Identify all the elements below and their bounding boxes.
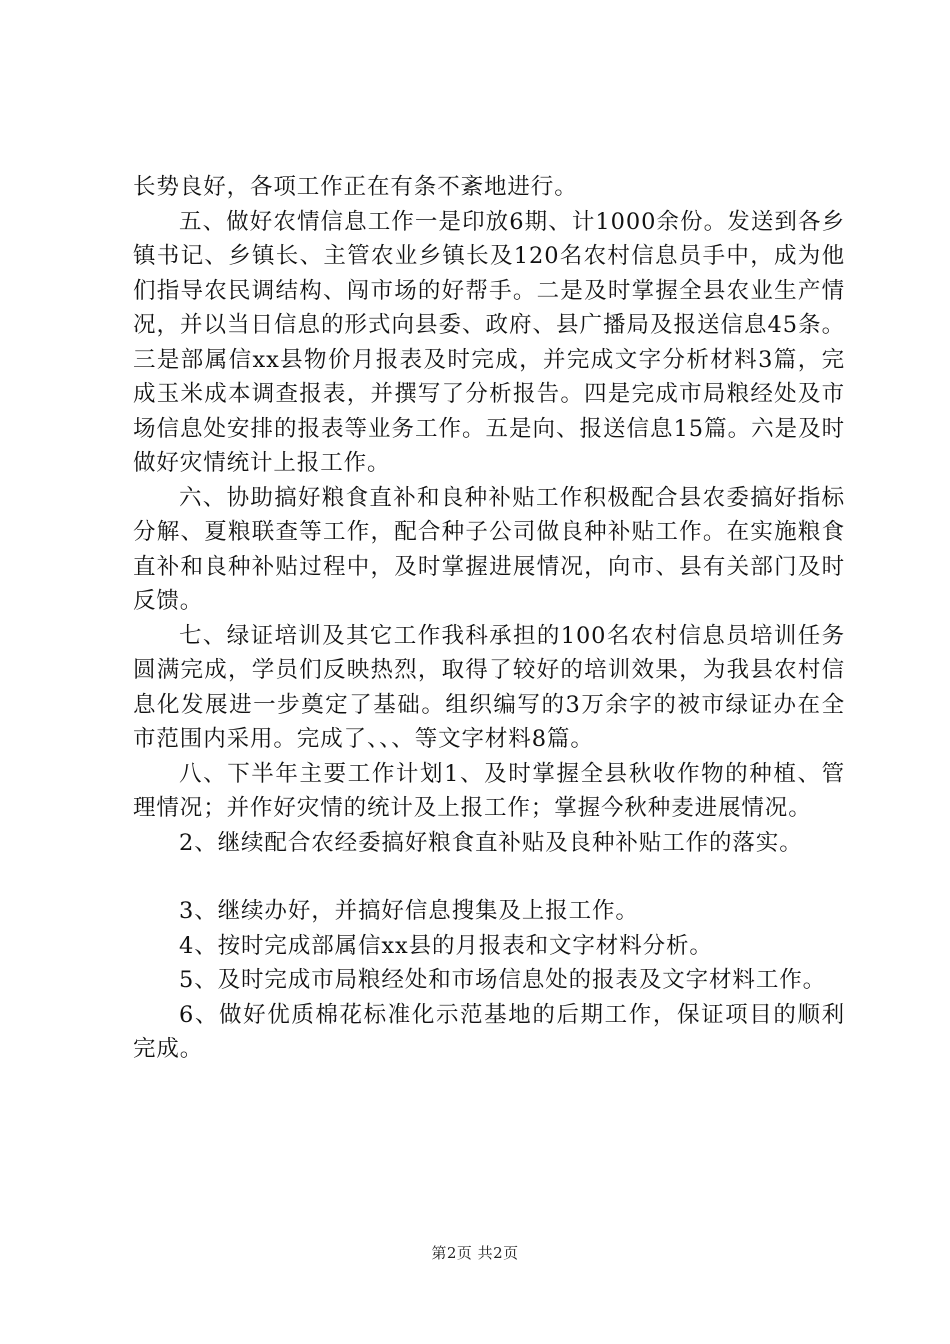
plan-item-6: 6、做好优质棉花标准化示范基地的后期工作，保证项目的顺利完成。 xyxy=(133,1001,845,1062)
paragraph-section-5: 五、做好农情信息工作一是印放6期、计1000余份。发送到各乡镇书记、乡镇长、主管农业乡镇长及120名农村信息员手中，成为他们指导农民调结构、闯市场的好帮手。二是及时掌握全县农业生产情况，并以当日信息的形式向县委、政府、县广播局及报送信息45条。三是部属信xx县物价月报表及时完成，并完成文字分析材料3篇，完成玉米成本调查报表，并撰写了分析报告。四是完成市局粮经处及市场信息处安排的报表等业务工作。五是向、报送信息15篇。六是及时做好灾情统计上报工作。 xyxy=(133,208,845,476)
paragraph-section-6: 六、协助搞好粮食直补和良种补贴工作积极配合县农委搞好指标分解、夏粮联查等工作，配合种子公司做良种补贴工作。在实施粮食直补和良种补贴过程中，及时掌握进展情况，向市、县有关部门及时反馈。 xyxy=(133,484,845,614)
plan-item-4: 4、按时完成部属信xx县的月报表和文字材料分析。 xyxy=(179,932,713,959)
paragraph-section-8: 八、下半年主要工作计划1、及时掌握全县秋收作物的种植、管理情况；并作好灾情的统计及上报工作；掌握今秋种麦进展情况。 xyxy=(133,760,845,821)
paragraph-section-7: 七、绿证培训及其它工作我科承担的100名农村信息员培训任务圆满完成，学员们反映热烈，取得了较好的培训效果，为我县农村信息化发展进一步奠定了基础。组织编写的3万余字的被市绿证办在全市范围内采用。完成了、、、等文字材料8篇。 xyxy=(133,622,845,752)
plan-item-5: 5、及时完成市局粮经处和市场信息处的报表及文字材料工作。 xyxy=(179,967,827,993)
paragraph-continuation: 长势良好，各项工作正在有条不紊地进行。 xyxy=(133,174,578,200)
document-body xyxy=(133,170,845,1067)
page-number-footer: 第2页 共2页 xyxy=(431,1244,519,1262)
plan-item-2: 2、继续配合农经委搞好粮食直补贴及良种补贴工作的落实。 xyxy=(179,829,803,856)
plan-item-3: 3、继续办好，并搞好信息搜集及上报工作。 xyxy=(179,898,639,924)
